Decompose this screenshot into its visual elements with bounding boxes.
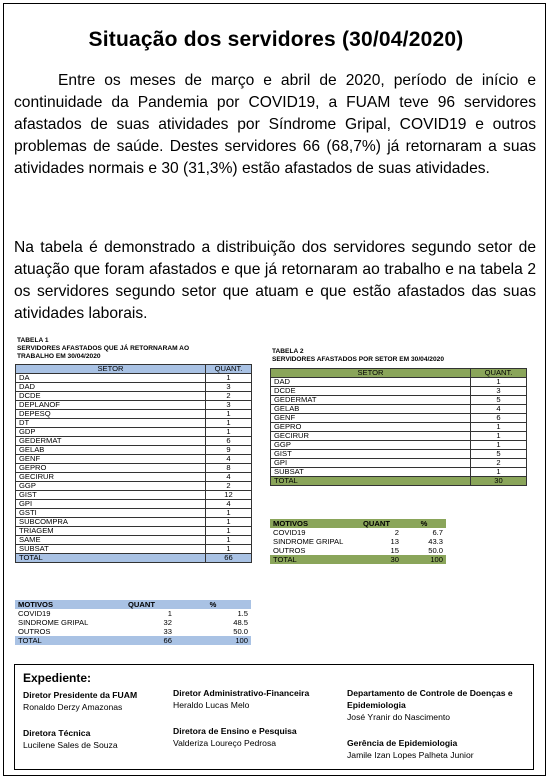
motivos-total-row — [15, 636, 251, 645]
table-row — [16, 428, 252, 437]
ensino-role: Diretora de Ensino e Pesquisa — [173, 726, 297, 736]
column-header-quant: QUANT. — [206, 365, 252, 374]
table-row — [16, 419, 252, 428]
quantity-cell: 15 — [390, 546, 399, 555]
column-header-percent: % — [175, 600, 251, 609]
table1-returned-by-sector — [15, 364, 252, 563]
table-row — [16, 482, 252, 491]
sector-cell: GPI — [271, 459, 471, 468]
percent-cell: 50.0 — [428, 546, 443, 555]
sector-cell: DAD — [16, 383, 206, 392]
total-label: TOTAL — [16, 554, 206, 563]
column-header-quant: QUANT — [125, 600, 175, 609]
motivo-row — [15, 627, 251, 636]
column-header-quant: QUANT. — [471, 369, 527, 378]
table-row — [16, 410, 252, 419]
quantity-cell: 1 — [471, 432, 527, 441]
table-header-row — [16, 365, 252, 374]
sector-cell: SUBSAT — [271, 468, 471, 477]
table-row — [16, 446, 252, 455]
sector-cell: GECIRUR — [271, 432, 471, 441]
signature-departamento — [347, 687, 513, 723]
signature-tecnica — [23, 727, 118, 751]
table-row — [271, 405, 527, 414]
expediente-box — [14, 664, 534, 770]
sector-cell: SUBSAT — [16, 545, 206, 554]
depto-role-line2: Epidemiologia — [347, 700, 406, 710]
total-label: TOTAL — [271, 477, 471, 486]
motivo-cell: SINDROME GRIPAL — [18, 618, 89, 627]
quantity-cell: 6 — [206, 437, 252, 446]
table-row — [16, 545, 252, 554]
table-row — [16, 536, 252, 545]
percent-cell: 6.7 — [432, 528, 443, 537]
total-quantity: 30 — [360, 555, 402, 564]
table-row — [271, 396, 527, 405]
table1-caption — [17, 337, 189, 361]
sector-cell: GELAB — [16, 446, 206, 455]
column-header-percent: % — [402, 519, 446, 528]
quantity-cell: 1 — [206, 509, 252, 518]
quantity-cell: 9 — [206, 446, 252, 455]
quantity-cell: 12 — [206, 491, 252, 500]
table2-absent-by-sector — [270, 368, 527, 486]
gerencia-role: Gerência de Epidemiologia — [347, 738, 458, 748]
motivo-cell: OUTROS — [18, 627, 51, 636]
quantity-cell: 1 — [206, 428, 252, 437]
presidente-role: Diretor Presidente da FUAM — [23, 690, 138, 700]
quantity-cell: 3 — [206, 383, 252, 392]
admin-name: Heraldo Lucas Melo — [173, 700, 250, 710]
quantity-cell: 1 — [167, 609, 172, 618]
quantity-cell: 4 — [206, 473, 252, 482]
sector-cell: DT — [16, 419, 206, 428]
sector-cell: GELAB — [271, 405, 471, 414]
sector-cell: GENF — [271, 414, 471, 423]
admin-role: Diretor Administrativo-Financeira — [173, 688, 310, 698]
sector-cell: DEPLANOF — [16, 401, 206, 410]
quantity-cell: 1 — [471, 441, 527, 450]
column-header-motivos: MOTIVOS — [15, 600, 125, 609]
page-title: Situação dos servidores (30/04/2020) — [88, 28, 464, 51]
table-row — [271, 432, 527, 441]
table-row — [271, 423, 527, 432]
table2-caption — [272, 348, 444, 364]
percent-cell: 48.5 — [233, 618, 248, 627]
sector-cell: DEPESQ — [16, 410, 206, 419]
quantity-cell: 5 — [471, 396, 527, 405]
table-row — [16, 455, 252, 464]
sector-cell: GPI — [16, 500, 206, 509]
quantity-cell: 8 — [206, 464, 252, 473]
table-row — [16, 509, 252, 518]
table-row — [16, 464, 252, 473]
total-value: 30 — [471, 477, 527, 486]
sector-cell: SAME — [16, 536, 206, 545]
table-header-row — [271, 369, 527, 378]
quantity-cell: 2 — [206, 392, 252, 401]
quantity-cell: 2 — [394, 528, 399, 537]
sector-cell: DA — [16, 374, 206, 383]
sector-cell: GSTI — [16, 509, 206, 518]
total-quantity: 66 — [125, 636, 175, 645]
motivo-cell: SINDROME GRIPAL — [273, 537, 344, 546]
tecnica-role: Diretora Técnica — [23, 728, 91, 738]
quantity-cell: 1 — [206, 545, 252, 554]
table-row — [271, 450, 527, 459]
quantity-cell: 5 — [471, 450, 527, 459]
table-description-paragraph: Na tabela é demonstrado a distribuição dos servidores segundo setor de atuação que foram afastados e que já retornaram ao trabalho e na tabela 2 os servidores segundo setor que atuam e que estão afastados das suas atividades laborais. — [14, 239, 536, 322]
depto-name: José Yranir do Nascimento — [347, 712, 451, 722]
table-row — [16, 374, 252, 383]
sector-cell: GENF — [16, 455, 206, 464]
signature-presidente — [23, 689, 137, 713]
sector-cell: DCDE — [16, 392, 206, 401]
total-label: TOTAL — [15, 636, 125, 645]
motivo-cell: COVID19 — [18, 609, 51, 618]
table-row — [271, 378, 527, 387]
quantity-cell: 1 — [206, 527, 252, 536]
signature-gerencia — [347, 737, 474, 761]
expediente-title: Expediente: — [23, 671, 92, 685]
quantity-cell: 32 — [163, 618, 172, 627]
sector-cell: GEPRO — [16, 464, 206, 473]
sector-cell: GIST — [16, 491, 206, 500]
motivos-header-row — [15, 600, 251, 609]
presidente-name: Ronaldo Derzy Amazonas — [23, 702, 123, 712]
sector-cell: GIST — [271, 450, 471, 459]
quantity-cell: 1 — [206, 536, 252, 545]
table-row — [271, 459, 527, 468]
sector-cell: DAD — [271, 378, 471, 387]
quantity-cell: 1 — [471, 423, 527, 432]
quantity-cell: 3 — [471, 387, 527, 396]
table2-caption-line1: TABELA 2 — [272, 348, 304, 355]
table-row — [16, 491, 252, 500]
intro-paragraph — [14, 70, 536, 180]
quantity-cell: 4 — [206, 500, 252, 509]
motivos-header-row — [270, 519, 446, 528]
motivo-row — [270, 528, 446, 537]
sector-cell: DCDE — [271, 387, 471, 396]
sector-cell: SUBCOMPRA — [16, 518, 206, 527]
table1-caption-line2: SERVIDORES AFASTADOS QUE JÁ RETORNARAM AO — [17, 345, 190, 352]
depto-role-line1: Departamento de Controle de Doenças e — [347, 688, 513, 698]
table-row — [16, 437, 252, 446]
tecnica-name: Lucilene Sales de Souza — [23, 740, 118, 750]
percent-cell: 50.0 — [233, 627, 248, 636]
column-header-setor: SETOR — [271, 369, 471, 378]
table-row — [271, 468, 527, 477]
sector-cell: GDP — [16, 428, 206, 437]
total-row — [16, 554, 252, 563]
quantity-cell: 1 — [471, 378, 527, 387]
sector-cell: GEDERMAT — [271, 396, 471, 405]
percent-cell: 1.5 — [237, 609, 248, 618]
total-percent: 100 — [402, 555, 446, 564]
sector-cell: GECIRUR — [16, 473, 206, 482]
table-row — [16, 473, 252, 482]
intro-paragraph-text: Entre os meses de março e abril de 2020, período de início e continuidade da Pandemia por COVID19, a FUAM teve 96 servidores afastados de suas atividades por Síndrome Gripal, COVID19 e outros problemas de saúde. Destes servidores 66 (68,7%) já retornaram a suas atividades normais e 30 (31,3%) estão afastados de suas atividades. — [14, 72, 536, 177]
quantity-cell: 1 — [206, 518, 252, 527]
motivo-row — [15, 609, 251, 618]
motivo-row — [270, 546, 446, 555]
motivos-table-2 — [270, 519, 446, 564]
table-row — [271, 441, 527, 450]
table-row — [16, 401, 252, 410]
motivo-row — [15, 618, 251, 627]
total-value: 66 — [206, 554, 252, 563]
sector-cell: GEPRO — [271, 423, 471, 432]
quantity-cell: 3 — [206, 401, 252, 410]
table-row — [16, 518, 252, 527]
motivo-row — [270, 537, 446, 546]
table-row — [271, 387, 527, 396]
table1-caption-line3: TRABALHO EM 30/04/2020 — [17, 353, 101, 360]
sector-cell: GGP — [271, 441, 471, 450]
table2-caption-line2: SERVIDORES AFASTADOS POR SETOR EM 30/04/2020 — [272, 356, 444, 363]
quantity-cell: 6 — [471, 414, 527, 423]
quantity-cell: 1 — [471, 468, 527, 477]
quantity-cell: 2 — [206, 482, 252, 491]
table-row — [271, 414, 527, 423]
column-header-quant: QUANT — [360, 519, 402, 528]
signature-administrativo — [173, 687, 309, 711]
column-header-motivos: MOTIVOS — [270, 519, 360, 528]
table1-caption-line1: TABELA 1 — [17, 337, 49, 344]
quantity-cell: 1 — [206, 410, 252, 419]
table-row — [16, 392, 252, 401]
motivos-table-1 — [15, 600, 251, 645]
gerencia-name: Jamile Izan Lopes Palheta Junior — [347, 750, 474, 760]
quantity-cell: 1 — [206, 419, 252, 428]
quantity-cell: 13 — [390, 537, 399, 546]
percent-cell: 43.3 — [428, 537, 443, 546]
ensino-name: Valderiza Loureço Pedrosa — [173, 738, 277, 748]
quantity-cell: 4 — [206, 455, 252, 464]
quantity-cell: 1 — [206, 374, 252, 383]
sector-cell: GEDERMAT — [16, 437, 206, 446]
quantity-cell: 33 — [163, 627, 172, 636]
signature-ensino — [173, 725, 297, 749]
table-row — [16, 383, 252, 392]
total-label: TOTAL — [270, 555, 360, 564]
table-row — [16, 500, 252, 509]
motivo-cell: COVID19 — [273, 528, 306, 537]
sector-cell: GGP — [16, 482, 206, 491]
table-row — [16, 527, 252, 536]
motivo-cell: OUTROS — [273, 546, 306, 555]
total-percent: 100 — [175, 636, 251, 645]
quantity-cell: 4 — [471, 405, 527, 414]
total-row — [271, 477, 527, 486]
motivos-total-row — [270, 555, 446, 564]
sector-cell: TRIAGEM — [16, 527, 206, 536]
quantity-cell: 2 — [471, 459, 527, 468]
column-header-setor: SETOR — [16, 365, 206, 374]
